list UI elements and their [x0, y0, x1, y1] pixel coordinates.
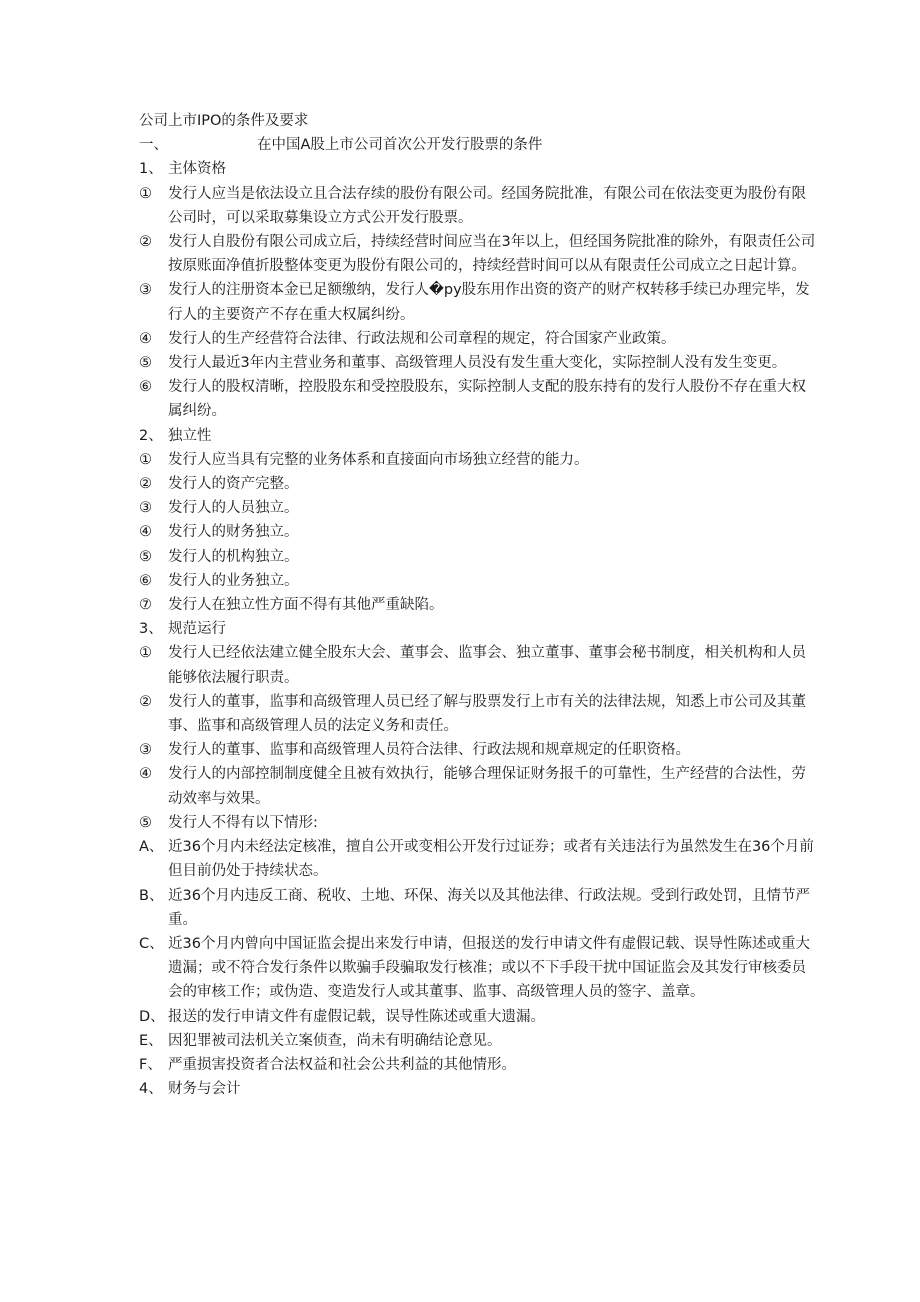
item-text: 发行人的财务独立。	[168, 524, 299, 541]
document-item	[139, 593, 820, 617]
item-text: 发行人的机构独立。	[168, 548, 299, 565]
item-marker: ⑤	[139, 355, 152, 372]
item-text: 财务与会计	[168, 1081, 241, 1098]
item-marker: ②	[139, 693, 152, 710]
item-marker: 1、	[139, 161, 163, 178]
item-text: 发行人的生产经营符合法律、行政法规和公司章程的规定，符合国家产业政策。	[168, 330, 676, 347]
document-item	[139, 278, 820, 326]
item-marker: ①	[139, 451, 152, 468]
item-marker: ④	[139, 766, 152, 783]
document-item	[139, 569, 820, 593]
item-text: 严重损害投资者合法权益和社会公共利益的其他情形。	[168, 1056, 516, 1073]
item-marker: ⑥	[139, 379, 152, 396]
document-title: 公司上市IPO的条件及要求	[139, 113, 309, 129]
document-item	[139, 811, 820, 835]
document-item	[139, 762, 820, 810]
item-text: 发行人的人员独立。	[168, 500, 299, 517]
document-item	[139, 738, 820, 762]
document-item	[139, 690, 820, 738]
item-marker: F、	[139, 1056, 162, 1073]
item-marker: ③	[139, 500, 152, 517]
document-body	[139, 157, 820, 1101]
document-item	[139, 641, 820, 689]
item-marker: 4、	[139, 1081, 163, 1098]
item-text: 近36个月内违反工商、税收、土地、环保、海关以及其他法律、行政法规。受到行政处罚，且情节严重。	[168, 887, 810, 928]
item-text: 发行人已经依法建立健全股东大会、董事会、监事会、独立董事、董事会秘书制度，相关机构和人员能够依法履行职责。	[168, 645, 806, 686]
item-marker: ⑦	[139, 597, 152, 614]
item-text: 近36个月内未经法定核准，擅自公开或变相公开发行过证券；或者有关违法行为虽然发生在36个月前但目前仍处于持续状态。	[168, 839, 814, 880]
document-item	[139, 375, 820, 423]
document-item	[139, 157, 820, 181]
item-marker: ⑤	[139, 548, 152, 565]
item-text: 主体资格	[168, 161, 226, 178]
item-text: 发行人的董事、监事和高级管理人员符合法律、行政法规和规章规定的任职资格。	[168, 742, 690, 759]
item-text: 发行人在独立性方面不得有其他严重缺陷。	[168, 597, 444, 614]
item-text: 因犯罪被司法机关立案侦查，尚未有明确结论意见。	[168, 1032, 502, 1049]
item-marker: 3、	[139, 621, 163, 638]
document-item	[139, 545, 820, 569]
document-item	[139, 351, 820, 375]
document-item	[139, 230, 820, 278]
item-marker: 2、	[139, 427, 163, 444]
document-item	[139, 472, 820, 496]
document-item	[139, 617, 820, 641]
document-item	[139, 448, 820, 472]
item-text: 发行人的股权清晰，控股股东和受控股股东，实际控制人支配的股东持有的发行人股份不存在重大权属纠纷。	[168, 379, 806, 420]
item-text: 发行人的注册资本金已足额缴纳，发行人�py股东用作出资的资产的财产权转移手续已办理完毕，发行人的主要资产不存在重大权属纠纷。	[168, 282, 810, 323]
document-item	[139, 1077, 820, 1101]
item-text: 发行人的资产完整。	[168, 476, 299, 493]
item-marker: ③	[139, 742, 152, 759]
item-text: 发行人最近3年内主营业务和董事、高级管理人员没有发生重大变化，实际控制人没有发生变更。	[168, 355, 787, 372]
item-marker: ②	[139, 476, 152, 493]
document-item	[139, 1005, 820, 1029]
item-marker: ③	[139, 282, 152, 299]
document-item	[139, 932, 820, 1005]
item-text: 规范运行	[168, 621, 226, 638]
document-item	[139, 1029, 820, 1053]
section-heading	[139, 133, 820, 157]
item-marker: ④	[139, 330, 152, 347]
item-text: 近36个月内曾向中国证监会提出来发行申请，但报送的发行申请文件有虚假记载、误导性陈述或重大遗漏；或不符合发行条件以欺骗手段骗取发行核准；或以不下手段干扰中国证监会及其发行审核委员会的审核工作；或伪造、变造发行人或其董事、监事、高级管理人员的签字、盖章。	[168, 935, 810, 1001]
section-marker: 一、	[139, 137, 168, 154]
item-text: 发行人的内部控制制度健全且被有效执行，能够合理保证财务报千的可靠性，生产经营的合法性，劳动效率与效果。	[168, 766, 806, 807]
item-marker: ⑥	[139, 572, 152, 589]
item-marker: A、	[139, 839, 164, 856]
item-text: 发行人不得有以下情形:	[168, 814, 318, 831]
document-item	[139, 884, 820, 932]
item-marker: ⑤	[139, 814, 152, 831]
document-item	[139, 1053, 820, 1077]
item-text: 发行人自股份有限公司成立后，持续经营时间应当在3年以上，但经国务院批准的除外，有限责任公司按原账面净值折股整体变更为股份有限公司的，持续经营时间可以从有限责任公司成立之日起计算。	[168, 234, 816, 275]
item-marker: C、	[139, 935, 164, 952]
item-marker: ④	[139, 524, 152, 541]
document-item	[139, 424, 820, 448]
item-marker: ②	[139, 234, 152, 251]
section-text: 在中国A股上市公司首次公开发行股票的条件	[257, 137, 543, 154]
document-item	[139, 182, 820, 230]
item-text: 发行人的业务独立。	[168, 572, 299, 589]
item-text: 独立性	[168, 427, 212, 444]
item-marker: ①	[139, 645, 152, 662]
item-text: 发行人的董事，监事和高级管理人员已经了解与股票发行上市有关的法律法规，知悉上市公司及其董事、监事和高级管理人员的法定义务和责任。	[168, 693, 806, 735]
item-text: 发行人应当是依法设立且合法存续的股份有限公司。经国务院批准，有限公司在依法变更为股份有限公司时，可以采取募集设立方式公开发行股票。	[168, 185, 806, 226]
document-item	[139, 835, 820, 883]
document-item	[139, 520, 820, 544]
item-marker: ①	[139, 185, 152, 202]
item-marker: D、	[139, 1008, 165, 1025]
document-item	[139, 496, 820, 520]
item-marker: B、	[139, 887, 164, 904]
document-item	[139, 327, 820, 351]
item-text: 发行人应当具有完整的业务体系和直接面向市场独立经营的能力。	[168, 451, 589, 468]
item-text: 报送的发行申请文件有虚假记载，误导性陈述或重大遗漏。	[168, 1008, 545, 1025]
item-marker: E、	[139, 1032, 163, 1049]
